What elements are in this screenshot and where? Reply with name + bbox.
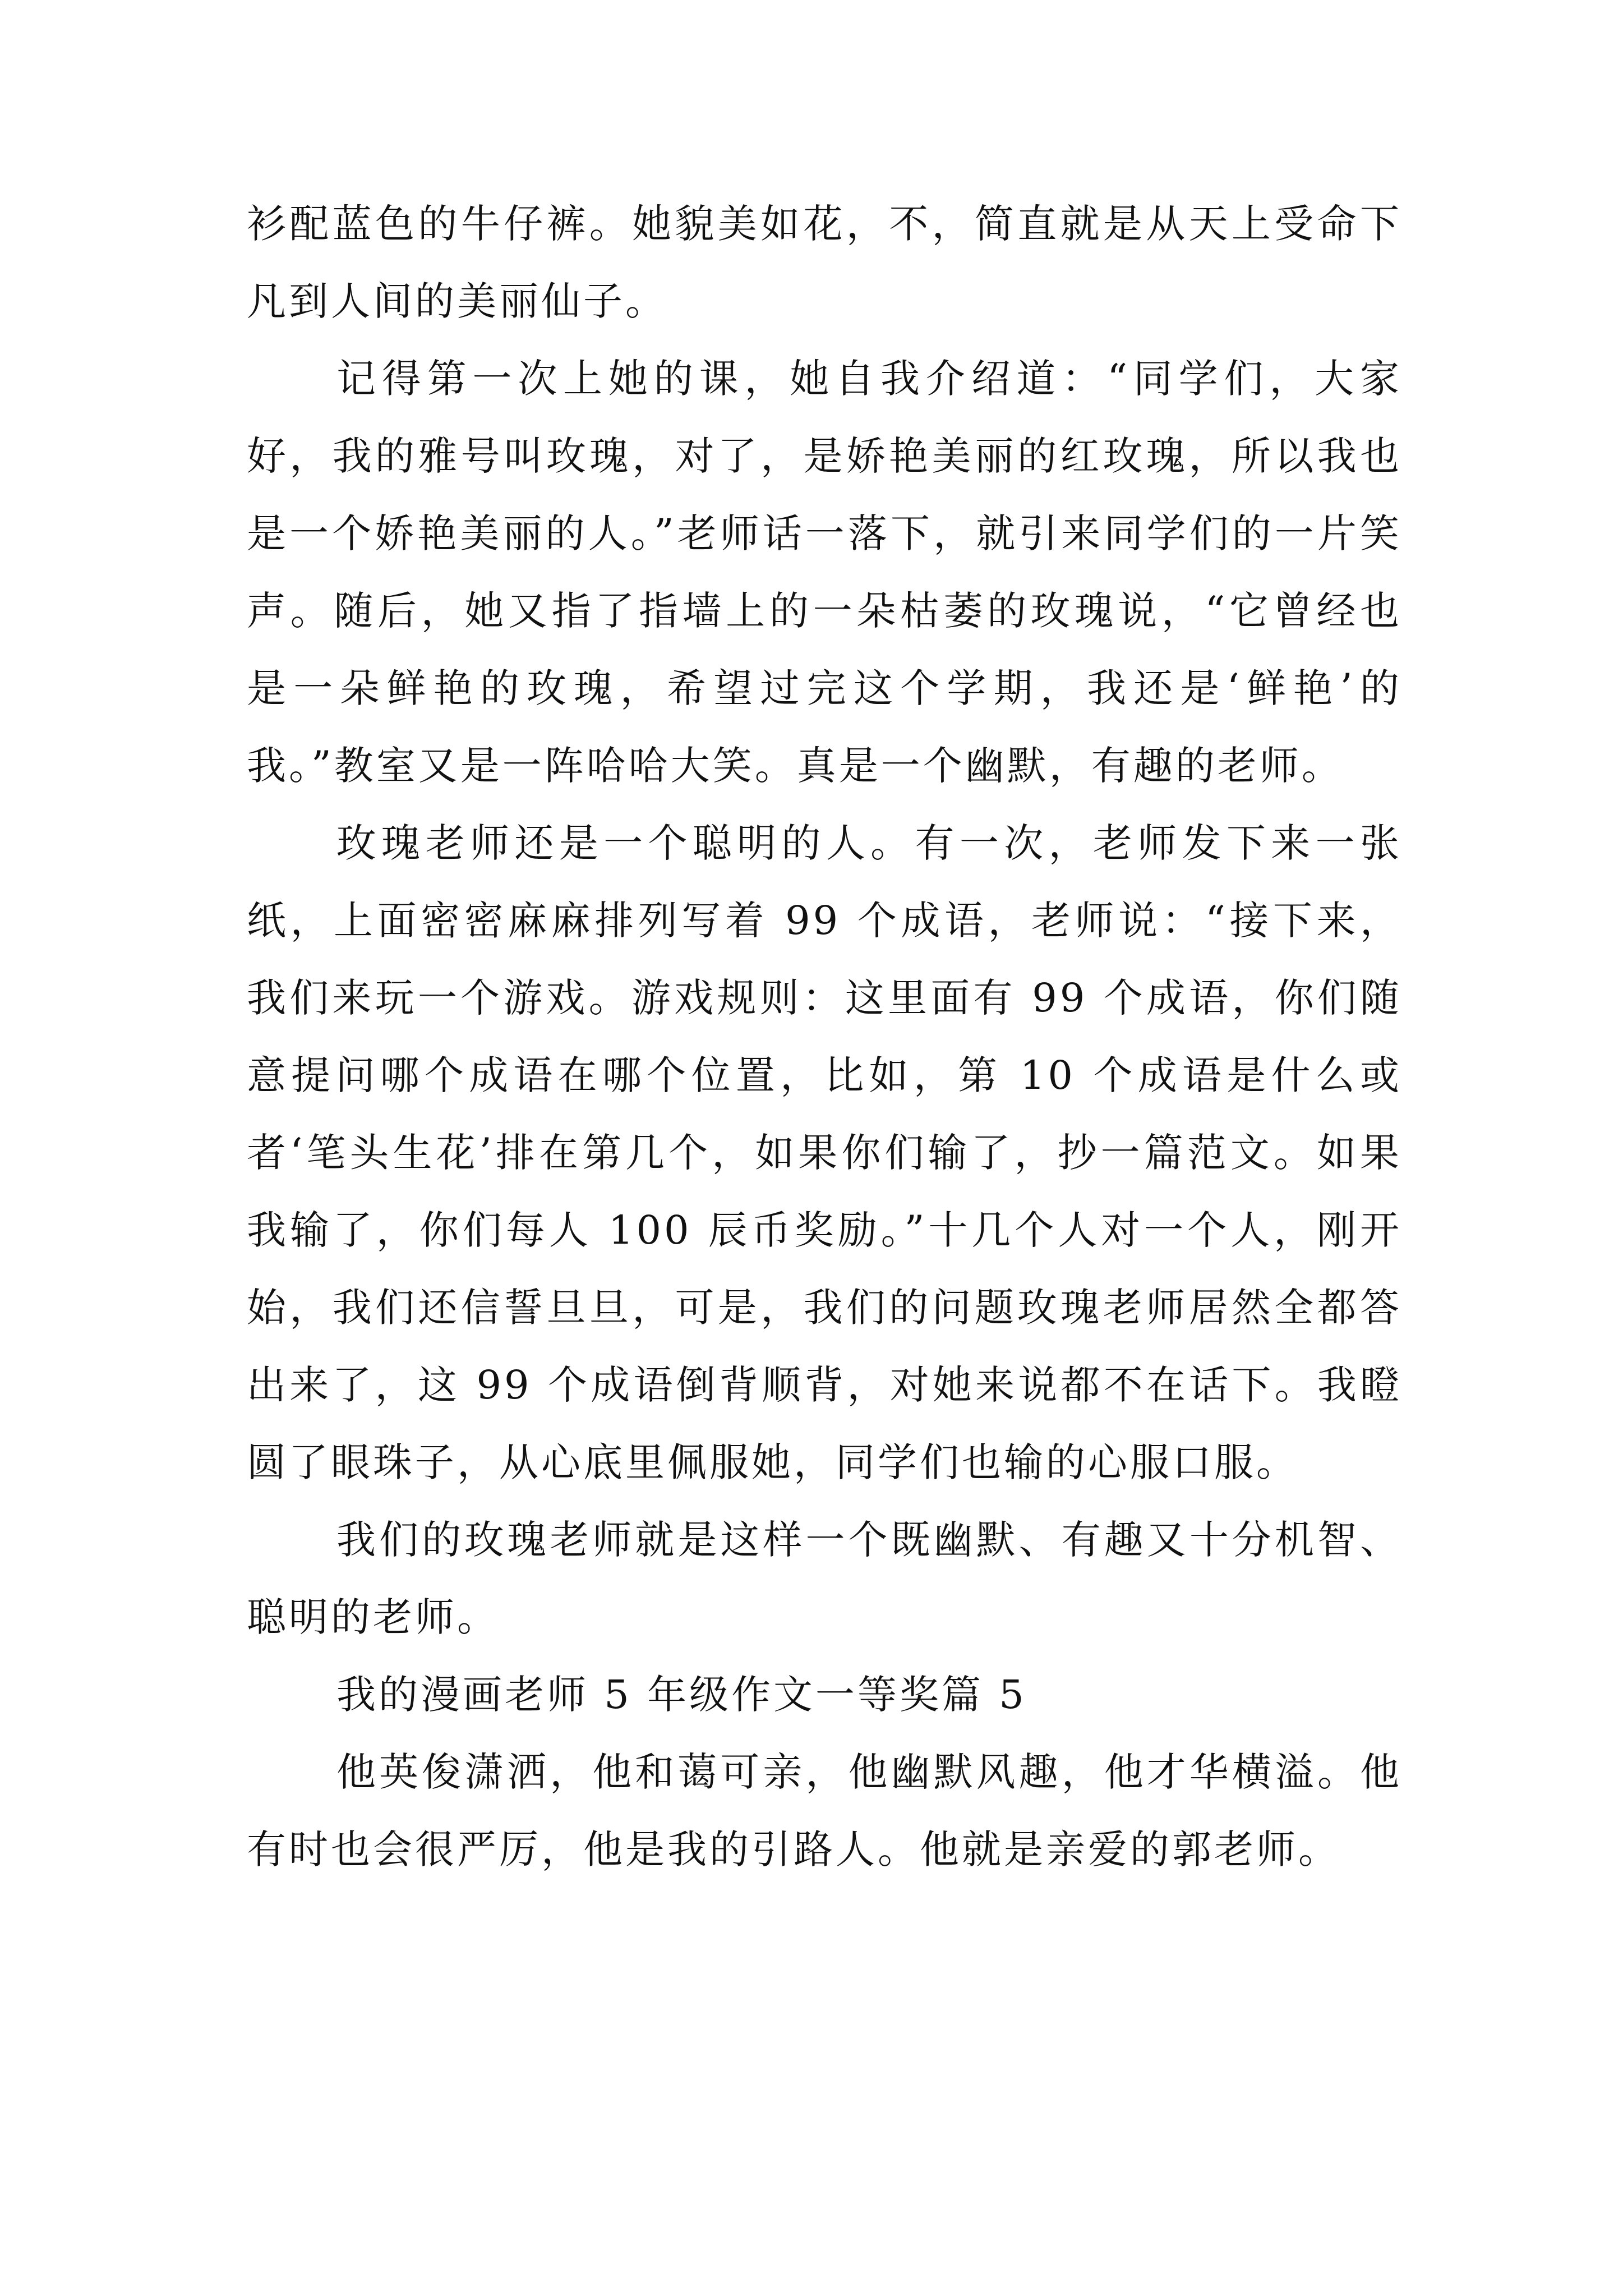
body-text (247, 185, 1402, 1888)
paragraph-5: 他英俊潇洒，他和蔼可亲，他幽默风趣，他才华横溢。他有时也会很严厉，他是我的引路人。他就是亲爱的郭老师。 (247, 1749, 1402, 1872)
paragraph-3: 玫瑰老师还是一个聪明的人。有一次，老师发下来一张纸，上面密密麻麻排列写着 99 个成语，老师说：“接下来，我们来玩一个游戏。游戏规则：这里面有 99 个成语，你们随意提问哪个成语在哪个位置，比如，第 10 个成语是什么或者‘笔头生花’排在第几个，如果你们输了，抄一篇范文。如果我输了，你们每人 100 辰币奖励。”十几个人对一个人，刚开始，我们还信誓旦旦，可是，我们的问题玫瑰老师居然全都答出来了，这 99 个成语倒背顺背，对她来说都不在话下。我瞪圆了眼珠子，从心底里佩服她，同学们也输的心服口服。 (247, 820, 1402, 1485)
paragraph-2: 记得第一次上她的课，她自我介绍道：“同学们，大家好，我的雅号叫玫瑰，对了，是娇艳美丽的红玫瑰，所以我也是一个娇艳美丽的人。”老师话一落下，就引来同学们的一片笑声。随后，她又指了指墙上的一朵枯萎的玫瑰说，“它曾经也是一朵鲜艳的玫瑰，希望过完这个学期，我还是‘鲜艳’的我。”教室又是一阵哈哈大笑。真是一个幽默，有趣的老师。 (247, 356, 1402, 789)
paragraph-4: 我们的玫瑰老师就是这样一个既幽默、有趣又十分机智、聪明的老师。 (247, 1517, 1402, 1640)
section-heading: 我的漫画老师 5 年级作文一等奖篇 5 (336, 1672, 1027, 1718)
paragraph-1: 衫配蓝色的牛仔裤。她貌美如花，不，简直就是从天上受命下凡到人间的美丽仙子。 (247, 201, 1402, 324)
